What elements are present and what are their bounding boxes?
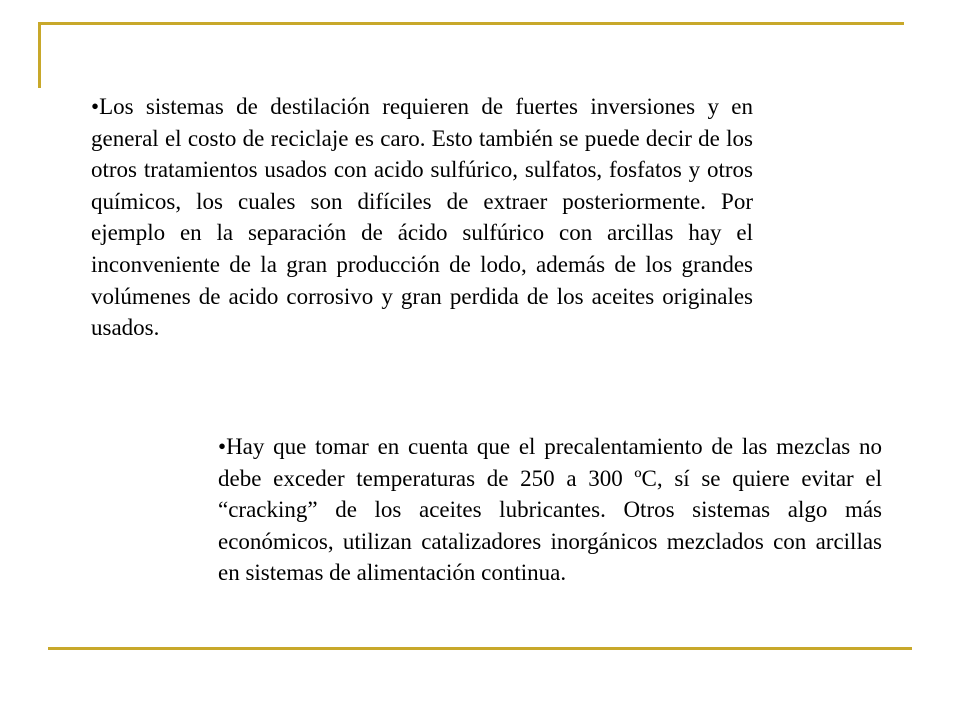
paragraph-preheating-temperature [218, 431, 882, 589]
bullet-marker: • [91, 94, 100, 119]
left-accent-rule [38, 22, 41, 88]
paragraph-text: Hay que tomar en cuenta que el precalentamiento de las mezclas no debe exceder temperaturas de 250 a 300 ºC, sí se quiere evitar el “cracking” de los aceites lubricantes. Otros sistemas algo más económicos, utilizan catalizadores inorgánicos mezclados con arcillas en sistemas de alimentación continua. [218, 434, 882, 586]
bullet-marker: • [218, 434, 227, 459]
top-accent-rule [40, 22, 904, 25]
bottom-accent-rule [48, 647, 912, 650]
paragraph-distillation-costs [91, 91, 753, 344]
paragraph-text: Los sistemas de destilación requieren de fuertes inversiones y en general el costo de reciclaje es caro. Esto también se puede decir de los otros tratamientos usados con acido sulfúrico, sulfatos, fosfatos y otros químicos, los cuales son difíciles de extraer posteriormente. Por ejemplo en la separación de ácido sulfúrico con arcillas hay el inconveniente de la gran producción de lodo, además de los grandes volúmenes de acido corrosivo y gran perdida de los aceites originales usados. [91, 94, 753, 341]
